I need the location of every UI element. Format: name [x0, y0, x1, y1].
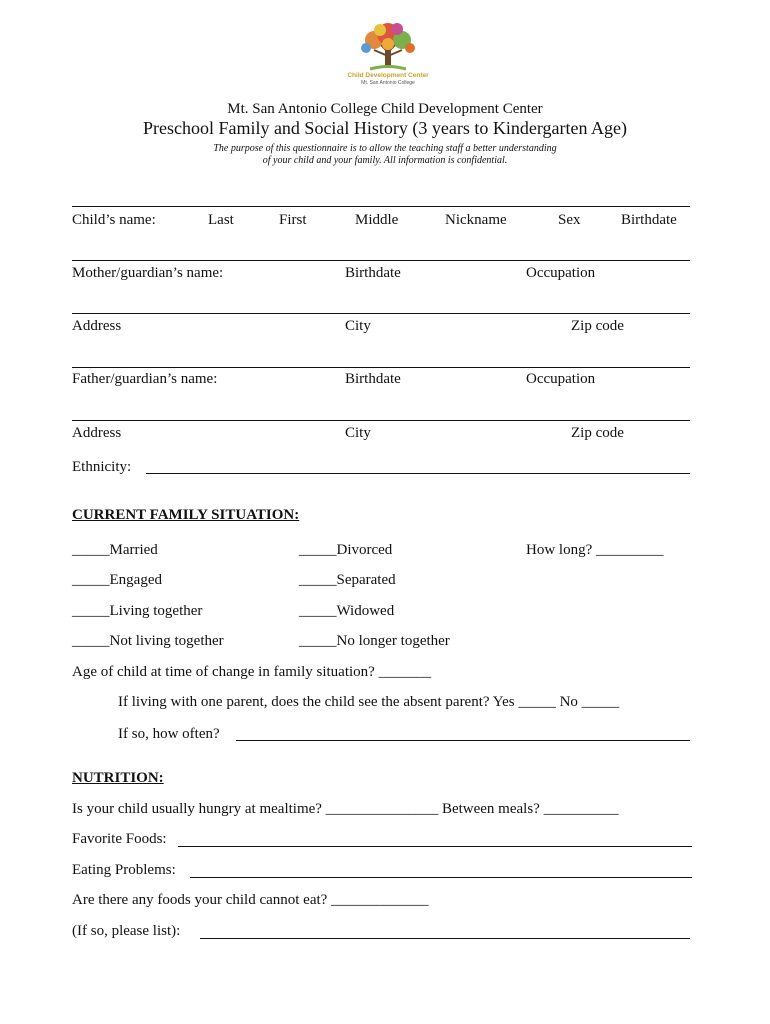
eating-problems-label: Eating Problems: — [72, 862, 176, 878]
widowed-option[interactable]: _____Widowed — [299, 603, 395, 619]
zip-label-1: Zip code — [571, 318, 624, 334]
child-name-label: Child’s name: — [72, 212, 156, 228]
eating-problems-field[interactable] — [190, 877, 692, 878]
ethnicity-field[interactable] — [146, 473, 690, 474]
nutrition-heading: NUTRITION: — [72, 770, 164, 786]
father-name-line[interactable] — [72, 367, 690, 368]
city-label-2: City — [345, 425, 371, 441]
ethnicity-label: Ethnicity: — [72, 459, 132, 475]
tree-icon — [340, 22, 436, 72]
living-together-option[interactable]: _____Living together — [72, 603, 203, 619]
address-line-1[interactable] — [72, 313, 690, 314]
favorite-foods-label: Favorite Foods: — [72, 831, 167, 847]
family-situation-heading: CURRENT FAMILY SITUATION: — [72, 507, 300, 523]
not-living-together-option[interactable]: _____Not living together — [72, 633, 224, 649]
org-name: Mt. San Antonio College Child Development Center — [227, 101, 543, 117]
zip-label-2: Zip code — [571, 425, 624, 441]
child-middle-label: Middle — [355, 212, 399, 228]
please-list-field[interactable] — [200, 938, 690, 939]
mother-birthdate-label: Birthdate — [345, 265, 401, 281]
please-list-label: (If so, please list): — [72, 923, 181, 939]
absent-parent-field[interactable]: If living with one parent, does the child see the absent parent? Yes _____ No _____ — [118, 694, 620, 710]
mother-name-label: Mother/guardian’s name: — [72, 265, 224, 281]
how-long-field[interactable]: How long? _________ — [526, 542, 664, 558]
page-title: Preschool Family and Social History (3 years to Kindergarten Age) — [142, 118, 628, 138]
purpose-line-1: The purpose of this questionnaire is to allow the teaching staff a better understanding — [213, 143, 557, 154]
child-nickname-label: Nickname — [445, 212, 507, 228]
child-last-label: Last — [208, 212, 234, 228]
divorced-option[interactable]: _____Divorced — [299, 542, 393, 558]
center-logo — [340, 22, 436, 88]
purpose-line-2: of your child and your family. All information is confidential. — [262, 155, 508, 166]
father-name-label: Father/guardian’s name: — [72, 371, 218, 387]
address-label-2: Address — [72, 425, 122, 441]
age-change-field[interactable]: Age of child at time of change in family situation? _______ — [72, 664, 432, 680]
child-sex-label: Sex — [558, 212, 581, 228]
how-often-label: If so, how often? — [118, 726, 220, 742]
child-birthdate-label: Birthdate — [621, 212, 677, 228]
married-option[interactable]: _____Married — [72, 542, 158, 558]
father-occupation-label: Occupation — [526, 371, 596, 387]
logo-subtext: Mt. San Antonio College — [361, 80, 415, 86]
favorite-foods-field[interactable] — [178, 846, 692, 847]
separated-option[interactable]: _____Separated — [299, 572, 396, 588]
address-label-1: Address — [72, 318, 122, 334]
child-name-line[interactable] — [72, 206, 690, 207]
mother-name-line[interactable] — [72, 260, 690, 261]
engaged-option[interactable]: _____Engaged — [72, 572, 162, 588]
cannot-eat-field[interactable]: Are there any foods your child cannot eat? _____________ — [72, 892, 429, 908]
father-birthdate-label: Birthdate — [345, 371, 401, 387]
logo-text: Child Development Center — [347, 72, 429, 79]
how-often-field[interactable] — [236, 740, 690, 741]
city-label-1: City — [345, 318, 371, 334]
child-first-label: First — [279, 212, 307, 228]
mother-occupation-label: Occupation — [526, 265, 596, 281]
address-line-2[interactable] — [72, 420, 690, 421]
hungry-field[interactable]: Is your child usually hungry at mealtime? _______________ Between meals? __________ — [72, 801, 619, 817]
no-longer-together-option[interactable]: _____No longer together — [299, 633, 450, 649]
